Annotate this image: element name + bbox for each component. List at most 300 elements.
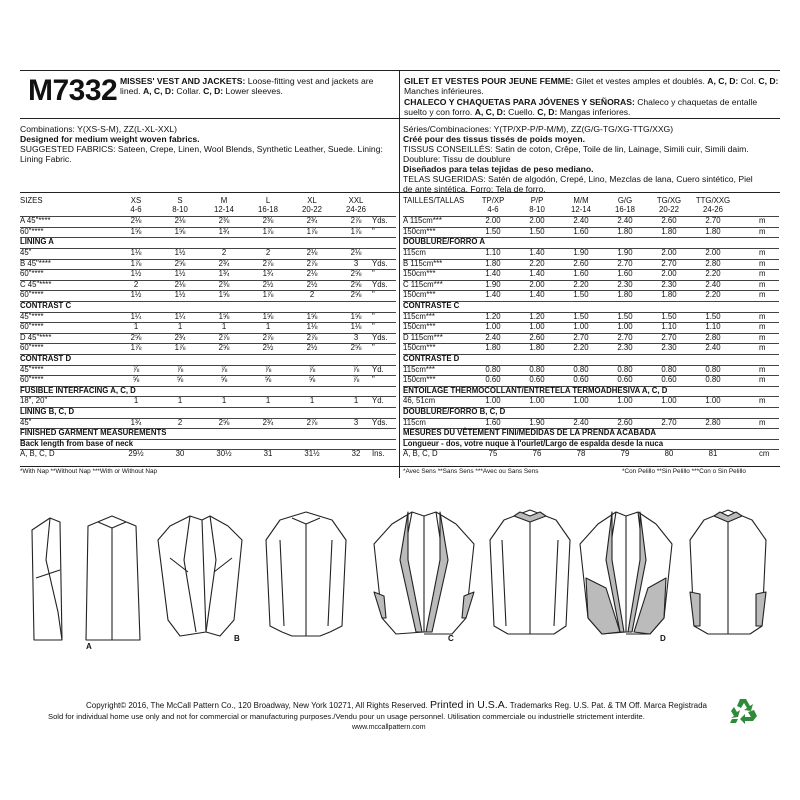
- row-value: 2: [133, 279, 139, 289]
- row-value: 1: [133, 322, 139, 332]
- size-code: XXL: [348, 196, 364, 205]
- row-value: 1.40: [485, 290, 501, 300]
- yardage-table-intl: [403, 196, 781, 466]
- row-value: 76: [532, 449, 542, 459]
- row-value: 0.60: [529, 375, 545, 385]
- row-value: ⅞: [176, 364, 184, 374]
- row-value: 2½: [262, 343, 274, 353]
- row-value: 1.80: [485, 258, 501, 268]
- size-number: 24-26: [346, 205, 366, 214]
- row-value: 2.40: [573, 216, 589, 226]
- row-value: 1⅝: [130, 226, 142, 236]
- row-label: 115cm: [403, 247, 426, 257]
- row-value: 1.60: [573, 269, 589, 279]
- size-code: TTG/XXG: [695, 196, 731, 205]
- row-value: 1⅝: [218, 290, 230, 300]
- row-label: C 45"****: [20, 279, 52, 289]
- size-code: TP/XP: [481, 196, 505, 205]
- row-value: 2.60: [617, 417, 633, 427]
- trademark-text: Trademarks Reg. U.S. Pat. & TM Off. Marca Registrada: [509, 701, 707, 710]
- row-label: DOUBLURE/FORRO B, C, D: [403, 406, 506, 416]
- row-label: D 115cm***: [403, 332, 443, 342]
- row-value: 2⅝: [350, 290, 362, 300]
- row-value: 2.20: [705, 269, 721, 279]
- row-label: FUSIBLE INTERFACING A, C, D: [20, 385, 136, 395]
- row-value: 1.00: [573, 396, 589, 406]
- row-value: ⅞: [264, 364, 272, 374]
- row-value: 1: [265, 396, 271, 406]
- row-value: 2: [221, 247, 227, 257]
- row-value: 1¼: [130, 311, 142, 321]
- row-value: 80: [664, 449, 674, 459]
- row-value: 1.60: [573, 226, 589, 236]
- row-value: 2½: [262, 279, 274, 289]
- size-code: XS: [130, 196, 142, 205]
- row-value: 1.50: [485, 226, 501, 236]
- row-value: 3: [353, 417, 359, 427]
- row-value: 1.00: [617, 396, 633, 406]
- row-value: 1.00: [529, 322, 545, 332]
- row-value: 2⅝: [174, 258, 186, 268]
- info-line: Lining Fabric.: [20, 154, 72, 164]
- row-label: 115cm***: [403, 364, 435, 374]
- desc-fr-col: Col.: [738, 76, 759, 86]
- info-line: TELAS SUGERIDAS: Satén de algodón, Crepé, Lino, Mezclas de lana, Cuero sintético, Piel: [403, 174, 753, 184]
- row-value: 2⅜: [218, 216, 230, 226]
- size-code: G/G: [617, 196, 633, 205]
- desc-views1: A, C, D:: [142, 86, 174, 97]
- row-label: 18", 20": [20, 396, 48, 406]
- row-value: 2⅛: [350, 247, 362, 257]
- row-unit: ": [372, 311, 375, 321]
- row-value: 1.60: [485, 417, 501, 427]
- row-label: Back length from base of neck: [20, 438, 134, 448]
- row-value: 2.30: [617, 279, 633, 289]
- row-value: 2⅜: [218, 279, 230, 289]
- row-value: ⅞: [352, 364, 360, 374]
- row-value: 1.60: [617, 269, 633, 279]
- row-value: 2¾: [262, 417, 274, 427]
- row-unit: m: [759, 311, 766, 321]
- row-value: 0.80: [529, 364, 545, 374]
- usage-notice: Sold for individual home use only and not for commercial or manufacturing purposes./Vendu pour un usage personnel. Utilisation commerciale ou industrielle strictement interdite.: [48, 712, 645, 721]
- row-label: 45": [20, 247, 32, 257]
- row-value: 1: [221, 322, 227, 332]
- row-value: 0.80: [705, 375, 721, 385]
- row-value: 2⅛: [306, 269, 318, 279]
- website-url: www.mccallpattern.com: [352, 724, 426, 731]
- row-value: 1.40: [485, 269, 501, 279]
- row-value: 2⅞: [262, 332, 274, 342]
- size-number: 20-22: [659, 205, 679, 214]
- row-value: ⅞: [352, 375, 360, 385]
- row-value: 0.60: [661, 375, 677, 385]
- row-label: 150cm***: [403, 269, 436, 279]
- row-label: FINISHED GARMENT MEASUREMENTS: [20, 428, 167, 438]
- row-value: 1⅞: [306, 226, 318, 236]
- row-value: 1.80: [705, 226, 721, 236]
- row-value: 2.80: [705, 258, 721, 268]
- row-value: 2.60: [573, 258, 589, 268]
- row-value: 29½: [128, 449, 144, 459]
- row-label: CONTRASTE C: [403, 300, 460, 310]
- row-label: B 115cm***: [403, 258, 443, 268]
- row-value: 1⅛: [130, 247, 142, 257]
- row-value: 1⅝: [306, 311, 318, 321]
- row-value: 1⅞: [130, 258, 142, 268]
- row-label: 46, 51cm: [403, 396, 436, 406]
- row-label: 150cm***: [403, 343, 436, 353]
- row-value: 1⅞: [262, 226, 274, 236]
- row-value: 1.00: [705, 396, 721, 406]
- row-unit: m: [759, 226, 766, 236]
- size-code: XL: [307, 196, 317, 205]
- row-value: 2½: [306, 279, 318, 289]
- row-value: 31: [263, 449, 273, 459]
- row-value: 1.80: [617, 226, 633, 236]
- row-value: 1.10: [661, 322, 677, 332]
- view-c-back-jacket: [490, 510, 570, 634]
- size-code: TG/XG: [656, 196, 682, 205]
- row-value: 1⅞: [262, 290, 274, 300]
- row-value: 2⅛: [306, 247, 318, 257]
- row-label: CONTRAST C: [20, 300, 72, 310]
- row-value: 1.00: [485, 396, 501, 406]
- row-value: 1: [177, 322, 183, 332]
- row-value: 2.20: [573, 343, 589, 353]
- row-value: 1½: [174, 269, 186, 279]
- row-value: 1.00: [573, 322, 589, 332]
- row-label: A 115cm***: [403, 216, 442, 226]
- row-unit: m: [759, 375, 766, 385]
- row-value: 1.90: [529, 417, 545, 427]
- desc-text: Loose-fitting vest and jackets are lined.: [120, 76, 374, 97]
- row-value: 2.00: [661, 247, 677, 257]
- row-value: ⅝: [220, 375, 228, 385]
- row-value: 2⅞: [262, 258, 274, 268]
- row-value: 1½: [130, 269, 142, 279]
- technical-drawings: [20, 500, 780, 670]
- row-label: C 115cm***: [403, 279, 443, 289]
- row-value: 1: [309, 396, 315, 406]
- description-english: [120, 76, 396, 97]
- desc-sleeves: Lower sleeves.: [223, 86, 283, 97]
- view-b-back-jacket: [266, 512, 346, 636]
- row-value: 1: [133, 396, 139, 406]
- row-label: 60"****: [20, 226, 44, 236]
- row-value: 1⅝: [350, 311, 362, 321]
- row-value: 2.00: [705, 247, 721, 257]
- row-unit: m: [759, 322, 766, 332]
- row-value: 1¾: [130, 417, 142, 427]
- row-unit: m: [759, 332, 766, 342]
- row-unit: Yds.: [372, 417, 388, 427]
- row-unit: Yd.: [372, 396, 384, 406]
- row-value: 2.70: [661, 258, 677, 268]
- row-value: 0.80: [705, 364, 721, 374]
- row-unit: m: [759, 258, 766, 268]
- row-label: 45"****: [20, 311, 44, 321]
- row-unit: ": [372, 226, 375, 236]
- row-value: 2⅞: [306, 332, 318, 342]
- row-unit: m: [759, 279, 766, 289]
- row-value: 1⅝: [174, 226, 186, 236]
- sizes-label: SIZES: [20, 196, 43, 205]
- info-line: de ante sintética. Forro: Tela de forro.: [403, 184, 546, 194]
- row-value: 1½: [174, 247, 186, 257]
- row-value: 1.50: [573, 290, 589, 300]
- view-d-front-jacket: [580, 512, 672, 634]
- top-rule: [20, 70, 780, 71]
- row-value: 2⅝: [350, 279, 362, 289]
- info-line: Diseñados para telas tejidas de peso mediano.: [403, 164, 594, 174]
- row-value: 2.40: [573, 417, 589, 427]
- row-value: 2.80: [705, 332, 721, 342]
- view-label-d: D: [660, 634, 666, 643]
- row-label: 45": [20, 417, 32, 427]
- info-line: Combinations: Y(XS-S-M), ZZ(L-XL-XXL): [20, 124, 177, 134]
- row-value: 2.40: [617, 216, 633, 226]
- row-value: 0.80: [573, 364, 589, 374]
- right-header-rule: [399, 118, 780, 119]
- copyright-text: Copyright© 2016, The McCall Pattern Co., 120 Broadway, New York 10271, All Rights Reserved.: [86, 701, 428, 710]
- row-value: 2: [177, 417, 183, 427]
- size-number: 20-22: [302, 205, 322, 214]
- row-value: 1.10: [485, 247, 501, 257]
- size-number: 16-18: [258, 205, 278, 214]
- row-value: 2.30: [617, 343, 633, 353]
- row-label: LINING B, C, D: [20, 406, 75, 416]
- row-value: 1.50: [529, 226, 545, 236]
- size-number: 16-18: [615, 205, 635, 214]
- row-value: 1.80: [485, 343, 501, 353]
- row-value: 1.00: [529, 396, 545, 406]
- desc-collar: Collar.: [173, 86, 204, 97]
- size-code: S: [177, 196, 183, 205]
- size-number: 4-6: [130, 205, 142, 214]
- desc-fr-text: Gilet et vestes amples et doublés.: [573, 76, 708, 86]
- row-value: 2.30: [661, 279, 677, 289]
- copyright-line: [86, 699, 707, 711]
- row-label: 150cm***: [403, 322, 436, 332]
- recycle-icon: [728, 697, 758, 730]
- row-value: 0.80: [661, 364, 677, 374]
- row-value: 1¼: [174, 311, 186, 321]
- garment-sketches: [20, 500, 780, 670]
- row-unit: m: [759, 364, 766, 374]
- size-number: 12-14: [214, 205, 234, 214]
- row-value: 2.60: [661, 216, 677, 226]
- row-value: 2.70: [705, 216, 721, 226]
- row-value: 1.50: [573, 311, 589, 321]
- row-value: 2.70: [573, 332, 589, 342]
- row-unit: ": [372, 322, 375, 332]
- row-value: 2.20: [573, 279, 589, 289]
- row-label: 150cm***: [403, 290, 436, 300]
- row-value: 1⅛: [350, 322, 362, 332]
- row-value: 1.50: [661, 311, 677, 321]
- row-value: 2.00: [661, 269, 677, 279]
- desc-fr-v2: C, D:: [758, 76, 779, 86]
- size-number: 8-10: [529, 205, 545, 214]
- yardage-table-english: [20, 196, 398, 466]
- footnote-intl-left: *Avec Sens **Sans Sens ***Avec ou Sans Sens: [403, 468, 539, 475]
- row-unit: m: [759, 417, 766, 427]
- row-value: 2⅛: [130, 216, 142, 226]
- pattern-number: M7332: [28, 74, 118, 107]
- row-unit: Yd.: [372, 364, 384, 374]
- row-label: B 45"****: [20, 258, 51, 268]
- row-value: 3: [353, 258, 359, 268]
- row-label: 60"****: [20, 269, 44, 279]
- row-label: MESURES DU VÊTEMENT FINI/MEDIDAS DE LA PRENDA ACABADA: [403, 428, 656, 438]
- view-label-a: A: [86, 642, 92, 651]
- row-value: 79: [620, 449, 630, 459]
- info-line: Créé pour des tissus tissés de poids moyen.: [403, 134, 585, 144]
- size-number: 24-26: [703, 205, 723, 214]
- row-value: 1.90: [617, 247, 633, 257]
- row-label: ENTOILAGE THERMOCOLLANT/ENTRETELA TERMOADHESIVA A, C, D: [403, 385, 668, 395]
- row-value: 1¾: [262, 269, 274, 279]
- row-value: 31½: [304, 449, 320, 459]
- row-value: 1.00: [485, 322, 501, 332]
- center-divider: [399, 70, 400, 478]
- row-value: 1.40: [529, 247, 545, 257]
- row-value: 2⅞: [218, 332, 230, 342]
- row-label: A 45"****: [20, 216, 51, 226]
- row-value: 3: [353, 332, 359, 342]
- row-label: 60"****: [20, 290, 44, 300]
- row-value: 0.80: [485, 364, 501, 374]
- desc-es-v1: A, C, D:: [474, 107, 506, 118]
- row-value: 1.80: [661, 290, 677, 300]
- row-value: 1.80: [529, 343, 545, 353]
- row-label: 150cm***: [403, 226, 436, 236]
- row-value: 1.90: [485, 279, 501, 289]
- row-value: ⅞: [308, 364, 316, 374]
- row-label: D 45"****: [20, 332, 52, 342]
- row-value: 30½: [216, 449, 232, 459]
- row-value: 2⅝: [350, 269, 362, 279]
- row-unit: Yds.: [372, 258, 388, 268]
- row-value: ⅝: [264, 375, 272, 385]
- size-code: L: [265, 196, 271, 205]
- size-number: 12-14: [571, 205, 591, 214]
- row-value: 2.00: [529, 279, 545, 289]
- row-unit: ": [372, 343, 375, 353]
- row-value: 2¾: [306, 216, 318, 226]
- row-value: 2⅛: [174, 279, 186, 289]
- row-value: 2⅝: [218, 343, 230, 353]
- row-value: 2.30: [661, 343, 677, 353]
- row-label: LINING A: [20, 237, 54, 247]
- row-value: 2.70: [661, 332, 677, 342]
- row-value: 0.60: [573, 375, 589, 385]
- row-value: 0.60: [617, 375, 633, 385]
- row-value: 2.40: [485, 332, 501, 342]
- row-unit: Yds.: [372, 332, 388, 342]
- row-value: 1.50: [705, 311, 721, 321]
- row-value: 1.20: [485, 311, 501, 321]
- row-value: 2.40: [705, 279, 721, 289]
- view-d-back-jacket: [690, 510, 766, 634]
- row-unit: Yds.: [372, 216, 388, 226]
- row-value: 1⅝: [218, 311, 230, 321]
- view-b-front-jacket: [158, 516, 242, 636]
- row-value: 1⅞: [130, 343, 142, 353]
- footnote-intl-right: *Con Pelillo **Sin Pelillo ***Con o Sin Pelillo: [622, 468, 746, 475]
- row-unit: m: [759, 216, 766, 226]
- info-line: Doublure: Tissu de doublure: [403, 154, 511, 164]
- row-value: 1: [177, 396, 183, 406]
- size-code: M/M: [573, 196, 589, 205]
- size-number: 4-6: [487, 205, 499, 214]
- row-value: 0.80: [617, 364, 633, 374]
- row-value: 1½: [174, 290, 186, 300]
- row-value: 2.60: [529, 332, 545, 342]
- footnote-rule: [20, 466, 780, 467]
- row-value: 1¾: [218, 226, 230, 236]
- row-value: 1.00: [617, 322, 633, 332]
- row-value: 1¾: [218, 269, 230, 279]
- desc-es-sl: Mangas inferiores.: [557, 107, 631, 118]
- row-label: A, B, C, D: [20, 449, 55, 459]
- desc-fr-sl: Manches inférieures.: [404, 86, 484, 97]
- info-line: Séries/Combinaciones: Y(TP/XP-P/P-M/M), ZZ(G/G-TG/XG-TTG/XXG): [403, 124, 674, 134]
- row-value: 2½: [306, 343, 318, 353]
- row-value: 1: [265, 322, 271, 332]
- left-table-rule: [20, 192, 399, 193]
- row-value: 75: [488, 449, 498, 459]
- sizes-label: TAILLES/TALLAS: [403, 196, 465, 205]
- row-value: 1⅛: [306, 322, 318, 332]
- row-label: 60"****: [20, 375, 44, 385]
- row-value: 2⅞: [306, 417, 318, 427]
- size-code: P/P: [530, 196, 544, 205]
- desc-es-col: Cuello.: [505, 107, 538, 118]
- row-value: 2⅝: [130, 332, 142, 342]
- row-unit: m: [759, 247, 766, 257]
- fabric-info-intl: [403, 124, 781, 194]
- row-value: 2⅜: [262, 216, 274, 226]
- row-value: 2.70: [617, 258, 633, 268]
- size-code: M: [220, 196, 228, 205]
- row-value: 2: [265, 247, 271, 257]
- row-value: 81: [708, 449, 718, 459]
- row-value: 2.80: [705, 417, 721, 427]
- row-value: 78: [576, 449, 586, 459]
- description-intl: [404, 76, 782, 118]
- row-unit: m: [759, 290, 766, 300]
- row-label: Longueur - dos, votre nuque à l'ourlet/Largo de espalda desde la nuca: [403, 438, 664, 448]
- view-a-front-vest: [32, 518, 62, 640]
- row-unit: Yds.: [372, 279, 388, 289]
- row-value: 1.40: [529, 290, 545, 300]
- size-number: 8-10: [172, 205, 188, 214]
- row-label: 115cm***: [403, 311, 435, 321]
- row-value: ⅝: [176, 375, 184, 385]
- row-label: 60"****: [20, 322, 44, 332]
- row-unit: m: [759, 396, 766, 406]
- row-value: 2.20: [705, 290, 721, 300]
- row-value: ⅞: [132, 364, 140, 374]
- right-table-rule: [399, 192, 780, 193]
- row-unit: ": [372, 269, 375, 279]
- view-label-b: B: [234, 634, 240, 643]
- info-line: Designed for medium weight woven fabrics.: [20, 134, 200, 144]
- printed-in: Printed in U.S.A.: [430, 699, 508, 711]
- row-value: 1.50: [617, 311, 633, 321]
